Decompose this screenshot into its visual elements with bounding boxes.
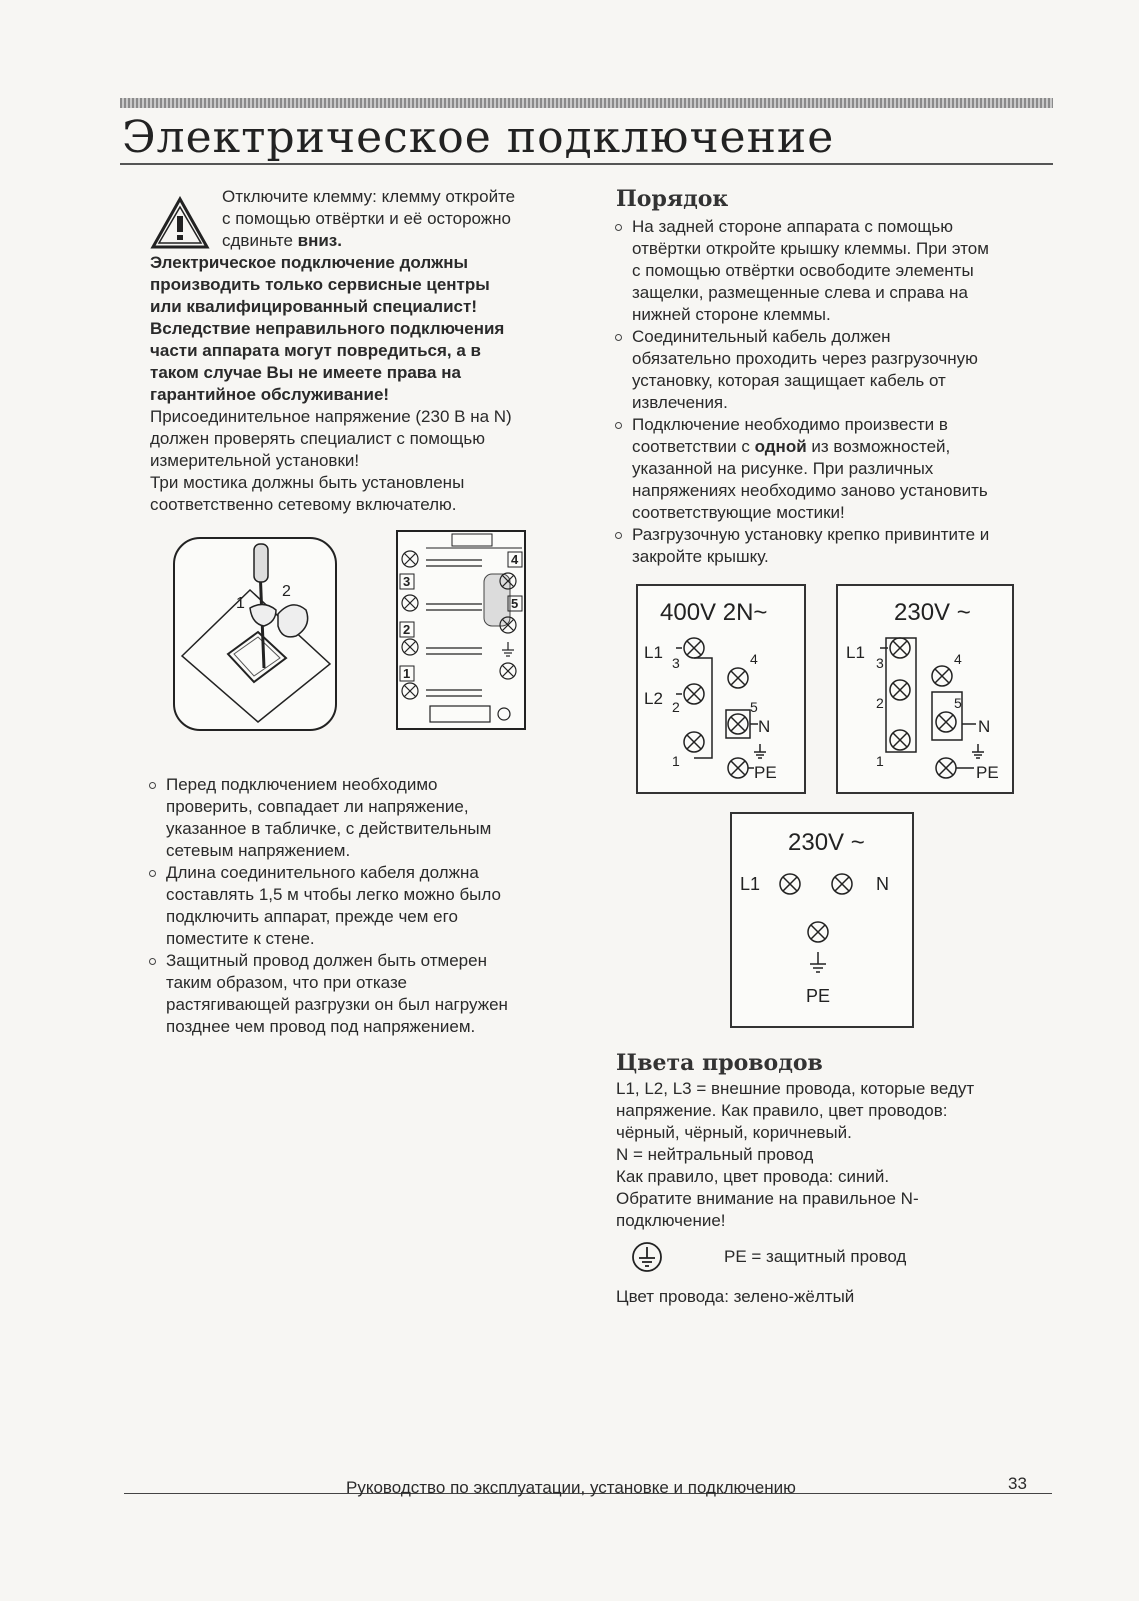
terminal-number: 4 (750, 651, 758, 667)
label-pe: PE (754, 763, 777, 782)
wire-colors-heading: Цвета проводов (616, 1050, 823, 1076)
terminal-number: 3 (672, 655, 680, 671)
list-item: Длина соединительного кабеля должна составлять 1,5 м чтобы легко можно было подключить аппарат, прежде чем его поместите к стене. (148, 862, 568, 950)
illustration-label-2: 2 (282, 583, 291, 600)
terminal-number: 1 (876, 753, 884, 769)
footer-text: Руководство по эксплуатации, установке и подключению (346, 1478, 796, 1497)
terminal-number: 1 (672, 753, 680, 769)
wiring-title: 400V 2N~ (660, 599, 768, 626)
label-n: N (876, 874, 889, 894)
terminal-number: 3 (876, 655, 884, 671)
terminal-label-2: 2 (403, 622, 411, 637)
header-bar (120, 98, 1053, 108)
label-l1: L1 (740, 874, 761, 894)
list-item: Перед подключением необходимо проверить, совпадает ли напряжение, указанное в табличке, с действительным сетевым напряжением. (148, 774, 568, 862)
wiring-diagram-230v-a (836, 584, 1014, 794)
wiring-title: 230V ~ (894, 599, 971, 626)
warning-line: Отключите клемму: клемму откройте (222, 187, 516, 206)
pe-label: PE = защитный провод (724, 1247, 907, 1266)
terminal-block-illustration (396, 530, 526, 730)
procedure-heading: Порядок (616, 186, 729, 212)
label-n: N (978, 717, 991, 736)
list-item: Соединительный кабель должен обязательно проходить через разгрузочную установку, которая защищает кабель от извлечения. (614, 326, 1044, 414)
terminal-number: 2 (876, 695, 884, 711)
ground-icon (630, 1240, 664, 1274)
terminal-number: 5 (954, 695, 962, 711)
wiring-title: 230V ~ (788, 829, 865, 856)
terminal-number: 2 (672, 699, 680, 715)
voltage-note: Присоединительное напряжение (230 В на N) должен проверять специалист с помощью измерительной установки! Три мостика должны быть установлены соответственно сетевому включателю. (150, 407, 512, 514)
warning-icon (150, 196, 210, 250)
illustration-label-1: 1 (236, 595, 245, 612)
requirements-list (148, 774, 568, 1038)
wiring-diagram-400v (636, 584, 806, 794)
wiring-diagram-230v-b (730, 812, 914, 1028)
warning-line: с помощью отвёртки и её осторожно (222, 209, 512, 228)
warning-line: сдвиньте вниз. (222, 231, 342, 250)
page-number: 33 (1008, 1474, 1027, 1493)
page-title: Электрическое подключение (122, 112, 835, 163)
procedure-list (614, 216, 1044, 568)
wire-colors-text: L1, L2, L3 = внешние провода, которые ведут напряжение. Как правило, цвет проводов: чёрный, чёрный, коричневый. N = нейтральный провод Как правило, цвет провода: синий. Обратите внимание на правильное N- подключение! (616, 1079, 975, 1230)
screwdriver-illustration (172, 536, 338, 732)
terminal-label-5: 5 (511, 596, 519, 611)
label-l1: L1 (644, 643, 663, 662)
terminal-number: 5 (750, 699, 758, 715)
terminal-number: 4 (954, 651, 962, 667)
list-item: На задней стороне аппарата с помощью отвёртки откройте крышку клеммы. При этом с помощью отвёртки освободите элементы защелки, размещенные слева и справа на нижней стороне клеммы. (614, 216, 1044, 326)
label-pe: PE (806, 986, 831, 1006)
list-item: Подключение необходимо произвести в соответствии с одной из возможностей, указанной на рисунке. При различных напряжениях необходимо заново установить соответствующие мостики! (614, 414, 1044, 524)
terminal-label-3: 3 (403, 574, 411, 589)
label-l1: L1 (846, 643, 865, 662)
label-l2: L2 (644, 689, 663, 708)
label-n: N (758, 717, 771, 736)
terminal-label-4: 4 (511, 552, 519, 567)
list-item: Защитный провод должен быть отмерен таким образом, что при отказе растягивающей разгрузки он был нагружен позднее чем провод под напряжением. (148, 950, 568, 1038)
title-rule (120, 163, 1053, 165)
pe-color-note: Цвет провода: зелено-жёлтый (616, 1287, 855, 1306)
label-pe: PE (976, 763, 999, 782)
list-item: Разгрузочную установку крепко привинтите и закройте крышку. (614, 524, 1044, 568)
terminal-label-1: 1 (403, 666, 411, 681)
warning-text (222, 186, 515, 252)
safety-warning: Электрическое подключение должны производить только сервисные центры или квалифицированный специалист! Вследствие неправильного подключения части аппарата могут повредиться, а в таком случае Вы не имеете права на гарантийное обслуживание! (150, 253, 505, 404)
